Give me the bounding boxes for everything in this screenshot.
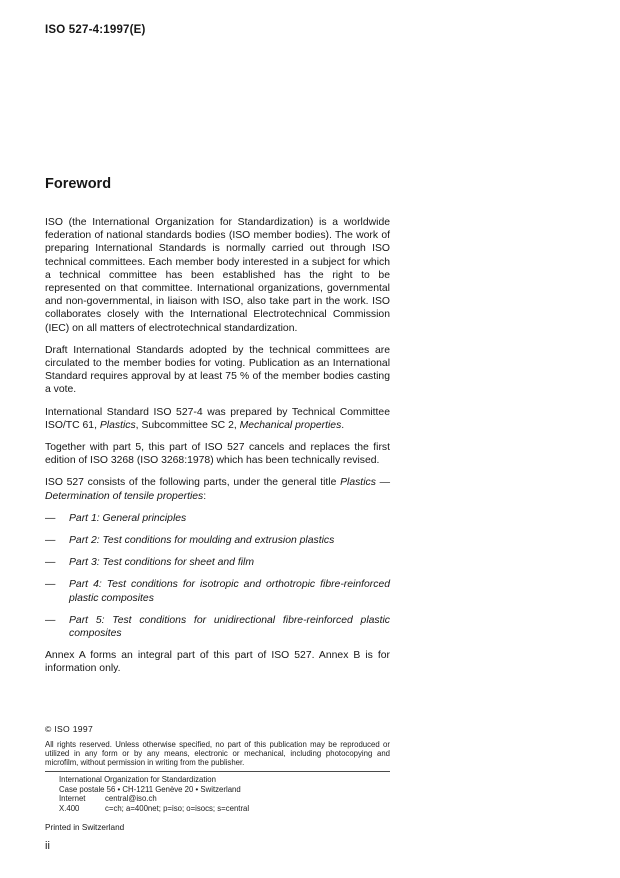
paragraph-annex-note: Annex A forms an integral part of this part of ISO 527. Annex B is for information only. <box>45 650 390 675</box>
part-2-text: Part 2: Test conditions for moulding and extrusion plastics <box>69 535 335 547</box>
list-item-part-3 <box>45 556 390 569</box>
list-dash: — <box>45 557 56 569</box>
list-dash: — <box>45 512 56 524</box>
x400-contact-row <box>59 804 390 814</box>
printed-in-line: Printed in Switzerland <box>45 822 125 832</box>
italic-run-general-title: Plastics — Determination of tensile properties <box>45 477 391 502</box>
part-5-text: Part 5: Test conditions for unidirectional fibre-reinforced plastic composites <box>69 614 390 640</box>
copyright-line: © ISO 1997 <box>45 723 94 734</box>
publisher-postal-address: Case postale 56 • CH-1211 Genève 20 • Switzerland <box>59 784 241 794</box>
internet-contact-row <box>59 794 390 804</box>
x400-address: c=ch; a=400net; p=iso; o=isocs; s=central <box>105 804 250 814</box>
italic-run-plastics: Plastics <box>99 419 136 431</box>
part-4-text: Part 4: Test conditions for isotropic and orthotropic fibre-reinforced plastic composites <box>69 579 390 604</box>
part-1-text: Part 1: General principles <box>69 512 187 524</box>
list-item-part-2 <box>45 534 390 547</box>
text-run: International Standard ISO 527-4 was prepared by Technical Committee ISO/TC 61, <box>45 406 390 431</box>
list-item-part-4 <box>45 578 390 604</box>
copyright-footer <box>45 724 390 832</box>
list-item-part-5 <box>45 614 390 640</box>
internet-address: central@iso.ch <box>105 794 157 804</box>
foreword-heading: Foreword <box>45 176 112 192</box>
x400-label: X.400 <box>59 804 80 814</box>
publisher-address-block <box>59 772 390 813</box>
text-run: ISO 527 consists of the following parts, under the general title <box>45 477 341 489</box>
text-run: . <box>341 419 345 431</box>
list-dash: — <box>45 535 56 547</box>
rights-notice: All rights reserved. Unless otherwise specified, no part of this publication may be reproduced or utilized in any form or by any means, electronic or mechanical, including photocopying and microfilm, without permission in writing from the publisher. <box>45 739 390 768</box>
part-3-text: Part 3: Test conditions for sheet and film <box>69 557 255 569</box>
parts-list <box>45 512 390 640</box>
page-number: ii <box>45 840 50 852</box>
paragraph-prepared-by <box>45 406 390 432</box>
paragraph-draft-standards: Draft International Standards adopted by the technical committees are circulated to the member bodies for voting. Publication as an International Standard requires approval by at least 75 % of the member bodies casting a vote. <box>45 344 390 396</box>
text-run: , Subcommittee SC 2, <box>135 419 240 431</box>
list-dash: — <box>45 579 56 591</box>
paragraph-parts-intro <box>45 476 390 502</box>
list-item-part-1 <box>45 512 390 525</box>
doc-reference: ISO 527-4:1997(E) <box>45 24 146 36</box>
text-run: : <box>203 490 207 502</box>
list-dash: — <box>45 614 56 626</box>
internet-label: Internet <box>59 794 86 804</box>
paragraph-iso-intro: ISO (the International Organization for Standardization) is a worldwide federation of national standards bodies (ISO member bodies). The work of preparing International Standards is normally carried out through ISO technical committees. Each member body interested in a subject for which a technical committee has been established has the right to be represented on that committee. International organizations, governmental and non-governmental, in liaison with ISO, also take part in the work. ISO collaborates closely with the International Electrotechnical Commission (IEC) on all matters of electrotechnical standardization. <box>45 217 390 334</box>
paragraph-cancels-replaces: Together with part 5, this part of ISO 527 cancels and replaces the first edition of ISO 3268 (ISO 3268:1978) which has been technically revised. <box>45 442 390 467</box>
publisher-name: International Organization for Standardization <box>59 775 216 785</box>
italic-run-mechanical-properties: Mechanical properties <box>239 419 342 431</box>
